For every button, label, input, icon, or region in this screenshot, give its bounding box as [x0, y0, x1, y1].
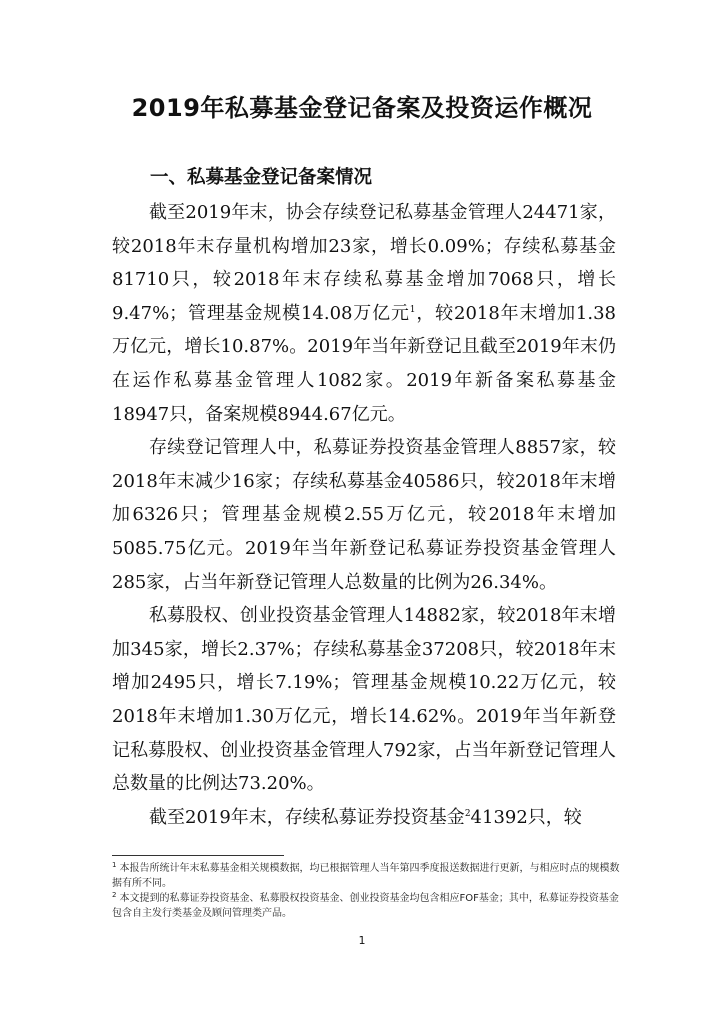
footnotes	[112, 862, 620, 922]
footnote-text: 本文提到的私募证券投资基金、私募股权投资基金、创业投资基金均包含相应FOF基金；其中，私募证券投资基金包含自主发行类基金及顾问管理类产品。	[112, 893, 619, 919]
paragraph-text: ，较2018年末增加1.38万亿元，增长10.87%。2019年当年新登记且截至2019年末仍在运作私募基金管理人1082家。2019年新备案私募基金18947只，备案规模8944.67亿元。	[112, 302, 616, 425]
section-heading: 一、私募基金登记备案情况	[150, 167, 373, 188]
footnote-marker: 2	[112, 890, 117, 899]
document-title: 2019年私募基金登记备案及投资运作概况	[131, 94, 593, 122]
paragraph-registration-overview	[112, 196, 616, 431]
footnote-text: 本报告所统计年末私募基金相关规模数据，均已根据管理人当年第四季度报送数据进行更新，与相应时点的规模数据有所不同。	[112, 863, 620, 889]
paragraph-text: 私募股权、创业投资基金管理人14882家，较2018年末增加345家，增长2.37%；存续私募基金37208只，较2018年末增加2495只，增长7.19%；管理基金规模10.22万亿元，较2018年末增加1.30万亿元，增长14.62%。2019年当年新登记私募股权、创业投资基金管理人792家，占当年新登记管理人总数量的比例达73.20%。	[112, 605, 616, 795]
footnote-2	[112, 892, 620, 921]
footnote-reference: 1	[409, 304, 416, 315]
footnote-reference: 2	[464, 808, 471, 819]
paragraph-text: 截至2019年末，协会存续登记私募基金管理人24471家，较2018年末存量机构增加23家，增长0.09%；存续私募基金81710只，较2018年末存续私募基金增加7068只，增长9.47%；管理基金规模14.08万亿元	[112, 202, 616, 324]
paragraph-securities-managers	[112, 431, 616, 599]
paragraph-text: 41392只，较	[470, 806, 582, 828]
footnote-1	[112, 862, 620, 891]
paragraph-text: 存续登记管理人中，私募证券投资基金管理人8857家，较2018年末减少16家；存续私募基金40586只，较2018年末增加6326只；管理基金规模2.55万亿元，较2018年末增加5085.75亿元。2019年当年新登记私募证券投资基金管理人285家，占当年新登记管理人总数量的比例为26.34%。	[112, 437, 616, 593]
paragraph-securities-funds	[112, 801, 616, 835]
paragraph-equity-vc-managers	[112, 599, 616, 801]
page-number: 1	[358, 934, 366, 947]
footnote-divider	[112, 855, 284, 856]
document-body	[112, 196, 616, 834]
footnote-marker: 1	[112, 860, 117, 869]
paragraph-text: 截至2019年末，存续私募证券投资基金	[149, 806, 465, 828]
